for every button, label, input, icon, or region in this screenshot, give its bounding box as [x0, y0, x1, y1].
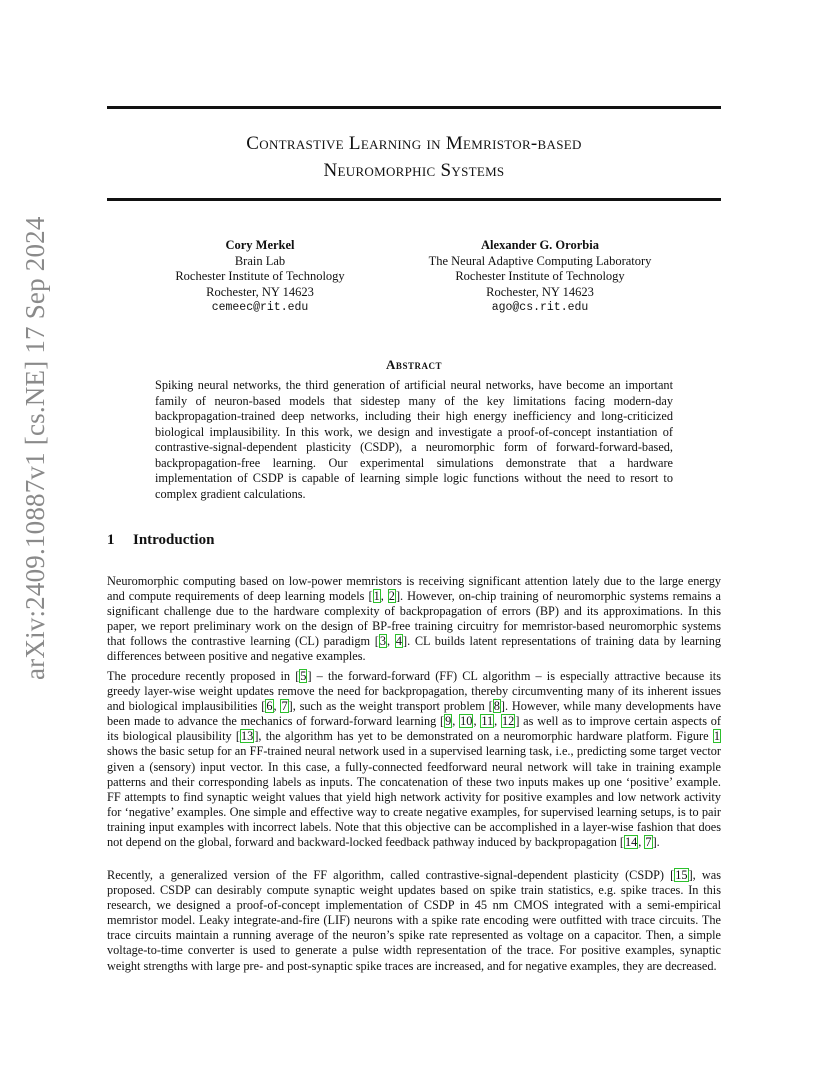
citation-link[interactable]: 7: [281, 699, 288, 714]
section-title: Introduction: [133, 532, 215, 548]
citation-link[interactable]: 6: [266, 699, 273, 714]
citation-link[interactable]: 12: [502, 714, 515, 729]
author-block-2: [395, 238, 685, 316]
intro-paragraph-3: [107, 868, 721, 974]
citation-link[interactable]: 11: [481, 714, 494, 729]
author-name: Alexander G. Ororbia: [481, 238, 599, 252]
text-run: ] – the forward-forward (FF) CL algorithm – is especially attractive because its greedy layer-wise weight updates remove the need for backpropagation, thereby circumventing many of its inherent issues and biological implausibilities [: [107, 669, 721, 714]
abstract-heading: Abstract: [386, 357, 442, 372]
text-run: shows the basic setup for an FF-trained neural network used in a supervised learning task, i.e., predicting some target vector given a (sensory) input vector. In this case, a fully-connected feedforward neural network will take in training example patterns and their corresponding labels as inputs. The concatenation of these two inputs makes up one ‘positive’ example. FF attempts to find synaptic weight values that yield high network activity for positive examples and low network activity for ‘negative’ examples. One simple and effective way to create negative examples, for supervised learning setups, is to pair training input examples with incorrect labels. Note that this objective can be accomplished in a layer-wise fashion that does not depend on the global, forward and backward-locked feedback pathway induced by backpropagation [: [107, 744, 721, 850]
text-run: ,: [494, 714, 502, 729]
text-run: ], the algorithm has yet to be demonstrated on a neuromorphic hardware platform. Figure: [254, 729, 713, 744]
citation-link[interactable]: 1: [373, 589, 380, 604]
arxiv-side-label: arXiv:2409.10887v1 [cs.NE] 17 Sep 2024: [20, 216, 50, 680]
citation-link[interactable]: 9: [445, 714, 452, 729]
abstract-text: Spiking neural networks, the third generation of artificial neural networks, have become an important family of neuron-based models that sidestep many of the key limitations facing modern-day backpropagation-trained deep networks, including their high energy inefficiency and long-criticized biological implausibility. In this work, we design and investigate a proof-of-concept instantiation of contrastive-signal-dependent plasticity (CSDP), a neuromorphic form of forward-forward-based, backpropagation-free learning. Our experimental simulations demonstrate that a hardware implementation of CSDP is capable of learning simple logic functions without the need to resort to complex gradient calculations.: [155, 378, 673, 501]
intro-paragraph-2: [107, 669, 721, 850]
text-run: ], was proposed. CSDP can desirably compute synaptic weight updates based on spike train statistics, e.g. spike traces. In this research, we designed a proof-of-concept implementation of CSDP in 45 nm CMOS integrated with a semi-empirical memristor model. Leaky integrate-and-fire (LIF) neurons with a spike rate encoding were outfitted with trace circuits. The trace circuits maintain a running average of the neuron’s spike rate represented as voltage on a capacitor. Then, a simple voltage-to-time converter is used to generate a pulse width representation of the trace. For positive examples, synaptic weight strengths with large pre- and post-synaptic spike traces are increased, and for negative examples, they are decreased.: [107, 868, 721, 973]
section-heading: [107, 532, 214, 549]
text-run: ]. However, on-chip training of neuromorphic systems remains a significant challenge due to the hardware complexity of backpropagation of errors (BP) and its approximations. In this paper, we report preliminary work on the design of BP-free training circuitry for memristor-based neuromorphic systems that follows the contrastive learning (CL) paradigm [: [107, 589, 721, 649]
citation-link[interactable]: 5: [300, 669, 307, 683]
text-run: ,: [452, 714, 460, 729]
citation-link[interactable]: 2: [388, 589, 395, 604]
text-run: ], such as the weight transport problem [: [288, 699, 493, 714]
author-affiliation: Brain Lab: [234, 253, 286, 268]
citation-link[interactable]: 8: [493, 699, 500, 714]
citation-link[interactable]: 13: [241, 729, 254, 744]
text-run: ,: [473, 714, 481, 729]
citation-link[interactable]: 4: [395, 634, 402, 649]
text-run: ].: [652, 835, 660, 850]
author-address: Rochester, NY 14623: [486, 284, 594, 299]
author-email[interactable]: ago@cs.rit.edu: [491, 301, 589, 314]
intro-paragraph-1: [107, 574, 721, 665]
author-email[interactable]: cemeec@rit.edu: [211, 301, 309, 314]
author-institution: Rochester Institute of Technology: [175, 269, 345, 283]
author-institution: Rochester Institute of Technology: [455, 269, 625, 283]
author-address: Rochester, NY 14623: [206, 284, 314, 299]
figure-link[interactable]: 1: [713, 729, 720, 744]
title-line-1: Contrastive Learning in Memristor-based: [246, 133, 582, 154]
title-line-2: Neuromorphic Systems: [323, 160, 505, 181]
section-number: 1: [107, 532, 115, 548]
text-run: ]. CL builds latent representations of training data by learning differences between positive and negative examples.: [107, 634, 722, 664]
citation-link[interactable]: 14: [624, 835, 638, 850]
title-rule-bottom: [107, 198, 721, 201]
text-run: ,: [380, 589, 388, 604]
author-name: Cory Merkel: [225, 238, 295, 252]
text-run: ,: [387, 634, 395, 649]
citation-link[interactable]: 3: [379, 634, 387, 649]
author-affiliation: The Neural Adaptive Computing Laboratory: [428, 253, 652, 268]
citation-link[interactable]: 15: [675, 868, 688, 882]
text-run: ] as well as to improve certain aspects of its biological plausibility [: [107, 714, 722, 744]
text-run: ,: [638, 835, 645, 850]
title-rule-top: [107, 106, 721, 109]
text-run: Recently, a generalized version of the FF algorithm, called contrastive-signal-dependent plasticity (CSDP) [: [107, 868, 675, 882]
text-run: The procedure recently proposed in [: [107, 669, 300, 683]
citation-link[interactable]: 7: [645, 835, 652, 850]
author-block-1: [140, 238, 380, 316]
text-run: ,: [273, 699, 281, 714]
text-run: Neuromorphic computing based on low-power memristors is receiving significant attention lately due to the large energy and compute requirements of deep learning models [: [107, 574, 721, 604]
paper-title: [107, 130, 721, 184]
text-run: ]. However, while many developments have been made to advance the mechanics of forward-forward learning [: [107, 699, 722, 729]
citation-link[interactable]: 10: [460, 714, 473, 729]
